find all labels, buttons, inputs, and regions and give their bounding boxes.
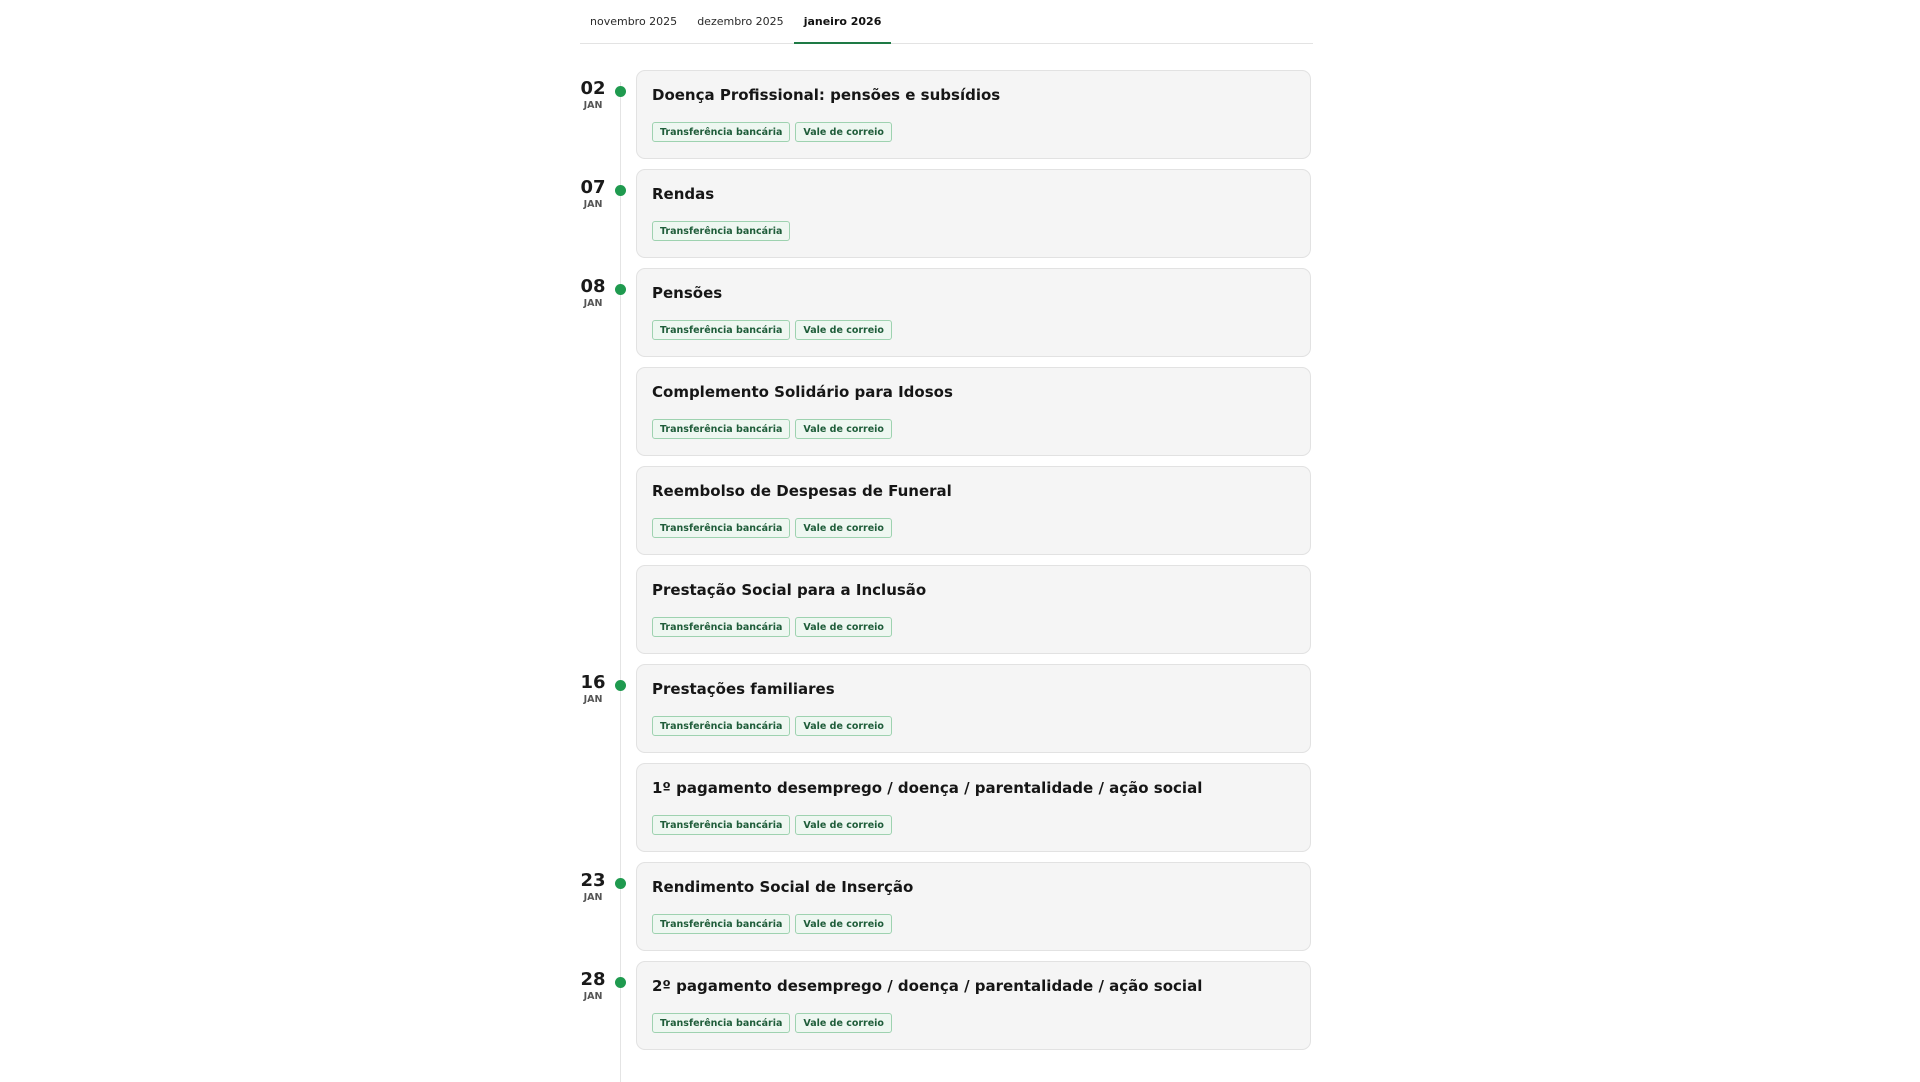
date-group <box>580 961 1313 1050</box>
payment-method-tags <box>652 914 1295 934</box>
payment-title: Complemento Solidário para Idosos <box>652 383 953 401</box>
payment-method-tag: Vale de correio <box>795 617 892 637</box>
payment-method-tag: Transferência bancária <box>652 122 790 142</box>
payment-title: Doença Profissional: pensões e subsídios <box>652 86 1001 104</box>
payment-method-tag: Transferência bancária <box>652 419 790 439</box>
payment-card[interactable] <box>636 268 1311 357</box>
payment-method-tag: Transferência bancária <box>652 815 790 835</box>
payment-title: Prestações familiares <box>652 680 835 698</box>
payment-method-tag: Vale de correio <box>795 320 892 340</box>
payment-method-tag: Transferência bancária <box>652 716 790 736</box>
timeline-dot <box>615 977 626 988</box>
timeline-dot <box>615 185 626 196</box>
payment-method-tags <box>652 320 1295 340</box>
payment-method-tag: Transferência bancária <box>652 914 790 934</box>
payment-title: 1º pagamento desemprego / doença / parentalidade / ação social <box>652 779 1203 797</box>
date-month: JAN <box>583 892 603 903</box>
payment-method-tag: Transferência bancária <box>652 518 790 538</box>
date-group <box>580 664 1313 852</box>
payment-title: Rendas <box>652 185 715 203</box>
date-label <box>580 971 606 1002</box>
date-group <box>580 862 1313 951</box>
payment-method-tag: Transferência bancária <box>652 221 790 241</box>
tab-novembro-2025[interactable]: novembro 2025 <box>590 15 678 28</box>
payment-card[interactable] <box>636 664 1311 753</box>
date-month: JAN <box>583 991 603 1002</box>
payment-method-tag: Transferência bancária <box>652 320 790 340</box>
payment-card[interactable] <box>636 466 1311 555</box>
date-month: JAN <box>583 694 603 705</box>
date-day: 02 <box>580 78 606 99</box>
payment-title: Prestação Social para a Inclusão <box>652 581 927 599</box>
payment-card[interactable] <box>636 367 1311 456</box>
month-tabs <box>580 0 1313 44</box>
payment-method-tags <box>652 617 1295 637</box>
payment-title: Reembolso de Despesas de Funeral <box>652 482 952 500</box>
payment-method-tags <box>652 518 1295 538</box>
payment-card[interactable] <box>636 169 1311 258</box>
date-day: 08 <box>580 276 606 297</box>
date-label <box>580 278 606 309</box>
payment-calendar <box>580 0 1313 1060</box>
date-group <box>580 70 1313 159</box>
payment-card[interactable] <box>636 862 1311 951</box>
timeline-dot <box>615 86 626 97</box>
date-day: 23 <box>580 870 606 891</box>
date-month: JAN <box>583 100 603 111</box>
payment-card[interactable] <box>636 763 1311 852</box>
payment-method-tag: Transferência bancária <box>652 617 790 637</box>
payment-method-tags <box>652 1013 1295 1033</box>
payment-method-tags <box>652 221 1295 241</box>
date-label <box>580 872 606 903</box>
payment-method-tag: Vale de correio <box>795 419 892 439</box>
date-month: JAN <box>583 199 603 210</box>
date-label <box>580 179 606 210</box>
timeline-dot <box>615 878 626 889</box>
payment-method-tag: Vale de correio <box>795 122 892 142</box>
payment-method-tag: Vale de correio <box>795 716 892 736</box>
payment-method-tags <box>652 815 1295 835</box>
payment-method-tag: Vale de correio <box>795 914 892 934</box>
payment-method-tag: Vale de correio <box>795 1013 892 1033</box>
payment-method-tag: Vale de correio <box>795 518 892 538</box>
payment-method-tags <box>652 716 1295 736</box>
date-day: 28 <box>580 969 606 990</box>
tab-janeiro-2026[interactable]: janeiro 2026 <box>794 12 892 43</box>
payment-card[interactable] <box>636 565 1311 654</box>
payment-method-tags <box>652 122 1295 142</box>
payment-card[interactable] <box>636 70 1311 159</box>
payment-method-tag: Transferência bancária <box>652 1013 790 1033</box>
payment-title: Pensões <box>652 284 723 302</box>
tab-dezembro-2025[interactable]: dezembro 2025 <box>697 15 784 28</box>
date-group <box>580 268 1313 654</box>
date-day: 07 <box>580 177 606 198</box>
date-day: 16 <box>580 672 606 693</box>
payment-title: 2º pagamento desemprego / doença / parentalidade / ação social <box>652 977 1203 995</box>
date-label <box>580 674 606 705</box>
date-month: JAN <box>583 298 603 309</box>
payment-method-tags <box>652 419 1295 439</box>
date-label <box>580 80 606 111</box>
payment-timeline <box>580 70 1313 1050</box>
payment-method-tag: Vale de correio <box>795 815 892 835</box>
timeline-dot <box>615 284 626 295</box>
payment-title: Rendimento Social de Inserção <box>652 878 914 896</box>
date-group <box>580 169 1313 258</box>
payment-card[interactable] <box>636 961 1311 1050</box>
timeline-dot <box>615 680 626 691</box>
